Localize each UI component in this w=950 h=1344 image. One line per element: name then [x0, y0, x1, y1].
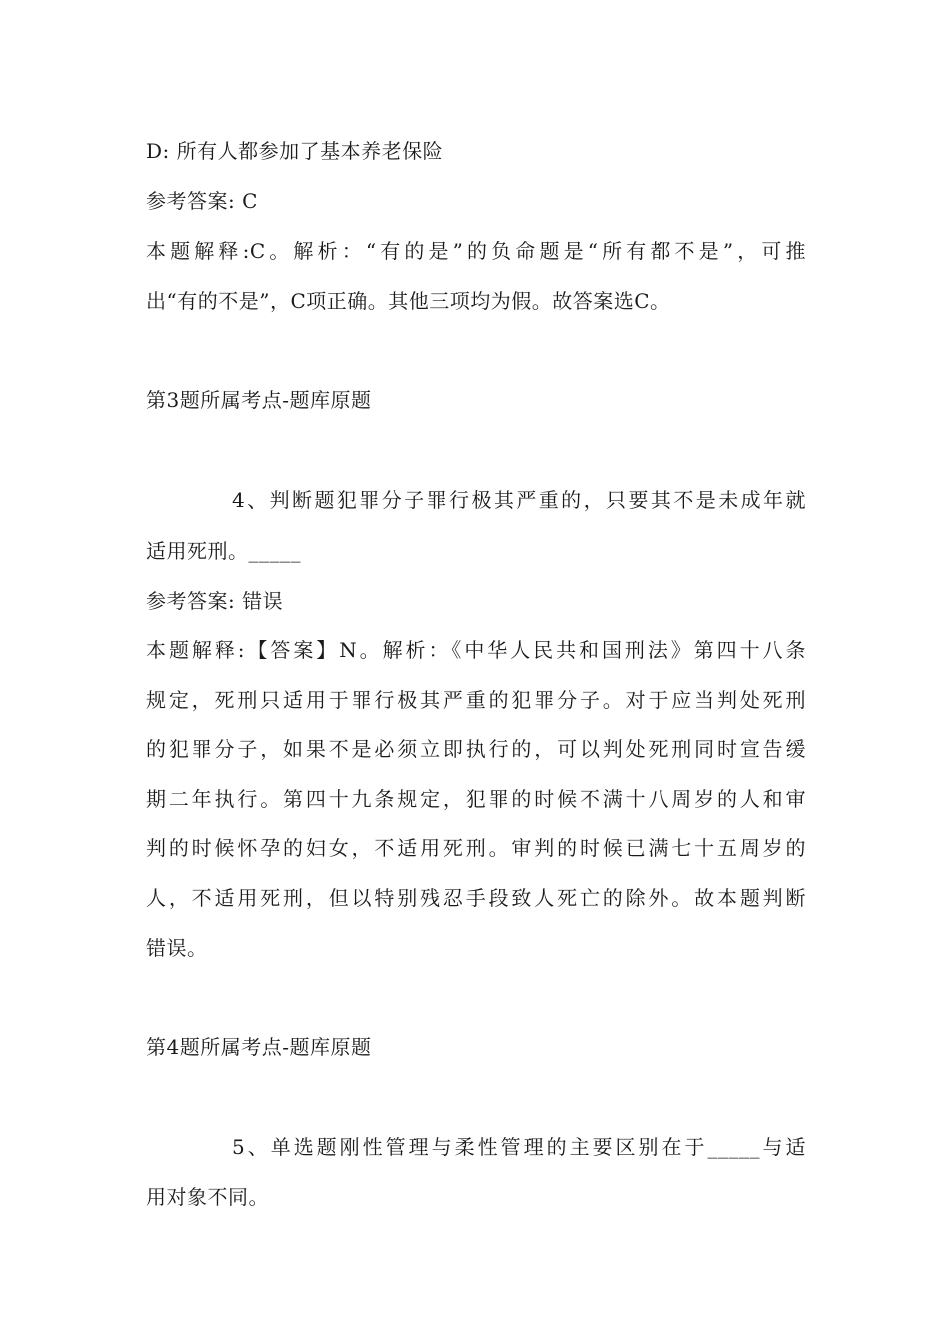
q4-question-line: 4、判断题犯罪分子罪行极其严重的，只要其不是未成年就 [232, 488, 806, 512]
q4-explanation-line: 的犯罪分子，如果不是必须立即执行的，可以判处死刑同时宣告缓 [146, 737, 806, 761]
q4-explanation-line: 人，不适用死刑，但以特别残忍手段致人死亡的除外。故本题判断 [146, 886, 806, 910]
q4-explanation-line: 本题解释:【答案】N。解析：《中华人民共和国刑法》第四十八条 [146, 638, 806, 662]
q3-topic: 第3题所属考点-题库原题 [146, 388, 372, 412]
q3-explanation-line: 出“有的不是”，C项正确。其他三项均为假。故答案选C。 [146, 289, 671, 313]
q5-question-line: 5、单选题刚性管理与柔性管理的主要区别在于_____与适 [232, 1135, 806, 1159]
q4-question-line: 适用死刑。_____ [146, 539, 301, 563]
q3-explanation-line: 本题解释:C。解析：“有的是”的负命题是“所有都不是”，可推 [146, 239, 806, 263]
q4-explanation-line: 规定，死刑只适用于罪行极其严重的犯罪分子。对于应当判处死刑 [146, 688, 806, 712]
q4-explanation-line: 错误。 [146, 936, 208, 960]
q4-answer: 参考答案: 错误 [146, 589, 284, 613]
q3-answer: 参考答案: C [146, 189, 258, 213]
q3-option-d: D: 所有人都参加了基本养老保险 [146, 139, 444, 163]
q5-question-line: 用对象不同。 [146, 1185, 269, 1209]
q4-explanation-line: 判的时候怀孕的妇女，不适用死刑。审判的时候已满七十五周岁的 [146, 836, 806, 860]
q4-topic: 第4题所属考点-题库原题 [146, 1035, 372, 1059]
q4-explanation-line: 期二年执行。第四十九条规定，犯罪的时候不满十八周岁的人和审 [146, 787, 806, 811]
